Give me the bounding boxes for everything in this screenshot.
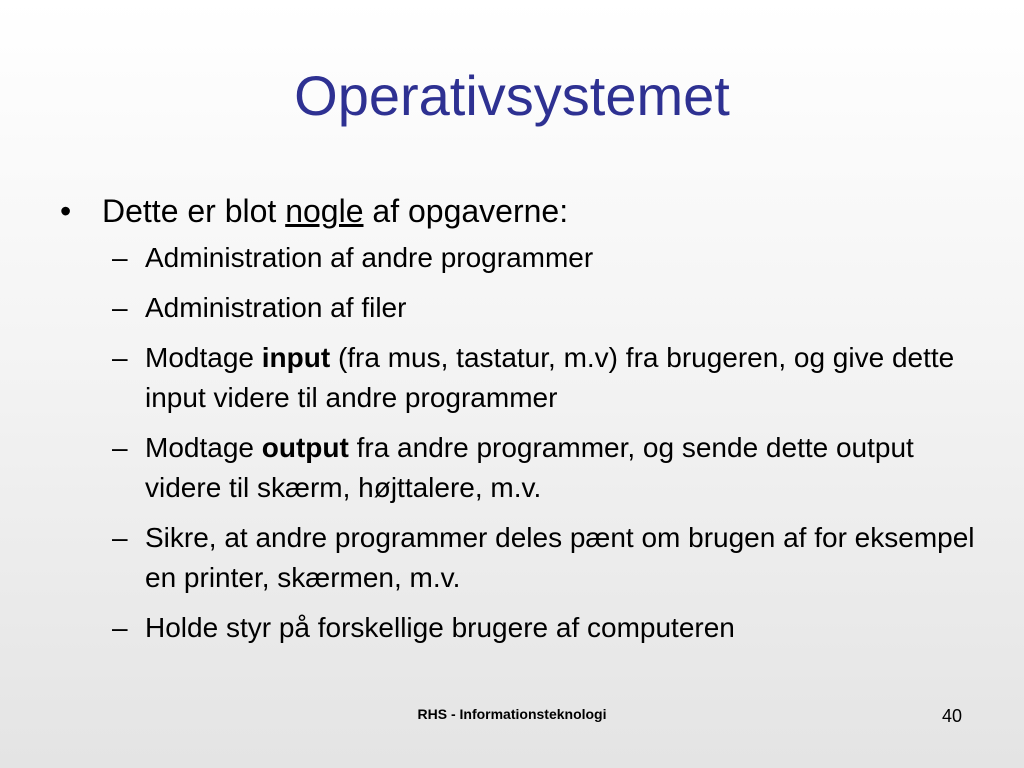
- sub-bullet-marker: –: [112, 242, 128, 273]
- sub-bullet-text-after: fra andre programmer, og sende dette output videre til skærm, højttalere, m.v.: [145, 432, 914, 503]
- sub-bullet-item: [60, 518, 980, 598]
- sub-bullet-marker: –: [112, 432, 128, 463]
- sub-bullet-item: [60, 238, 980, 278]
- main-bullet-text-before: Dette er blot: [102, 193, 286, 229]
- footer-text: RHS - Informationsteknologi: [417, 706, 607, 722]
- main-bullet: [60, 188, 980, 234]
- page-number: 40: [941, 706, 962, 726]
- slide-content: [60, 188, 980, 658]
- sub-bullet-marker: –: [112, 522, 128, 553]
- sub-bullet-list: [60, 238, 980, 648]
- sub-bullet-text: Sikre, at andre programmer deles pænt om brugen af for eksempel en printer, skærmen, m.v.: [145, 522, 975, 593]
- main-bullet-text-after: af opgaverne:: [363, 193, 569, 229]
- sub-bullet-text: Administration af andre programmer: [145, 242, 594, 273]
- sub-bullet-text: Modtage: [145, 342, 262, 373]
- sub-bullet-item: [60, 428, 980, 508]
- sub-bullet-marker: –: [112, 292, 128, 323]
- sub-bullet-item: [60, 608, 980, 648]
- sub-bullet-item: [60, 338, 980, 418]
- main-bullet-underlined-text: nogle: [285, 193, 364, 229]
- sub-bullet-marker: –: [112, 612, 128, 643]
- sub-bullet-bold-text: output: [261, 432, 349, 463]
- sub-bullet-text-after: (fra mus, tastatur, m.v) fra brugeren, og give dette input videre til andre programmer: [145, 342, 955, 413]
- sub-bullet-text: Modtage: [145, 432, 262, 463]
- sub-bullet-bold-text: input: [261, 342, 331, 373]
- sub-bullet-text: Holde styr på forskellige brugere af computeren: [145, 612, 735, 643]
- sub-bullet-text: Administration af filer: [145, 292, 407, 323]
- bullet-marker: •: [60, 193, 72, 229]
- slide-title: Operativsystemet: [294, 64, 730, 127]
- sub-bullet-marker: –: [112, 342, 128, 373]
- sub-bullet-item: [60, 288, 980, 328]
